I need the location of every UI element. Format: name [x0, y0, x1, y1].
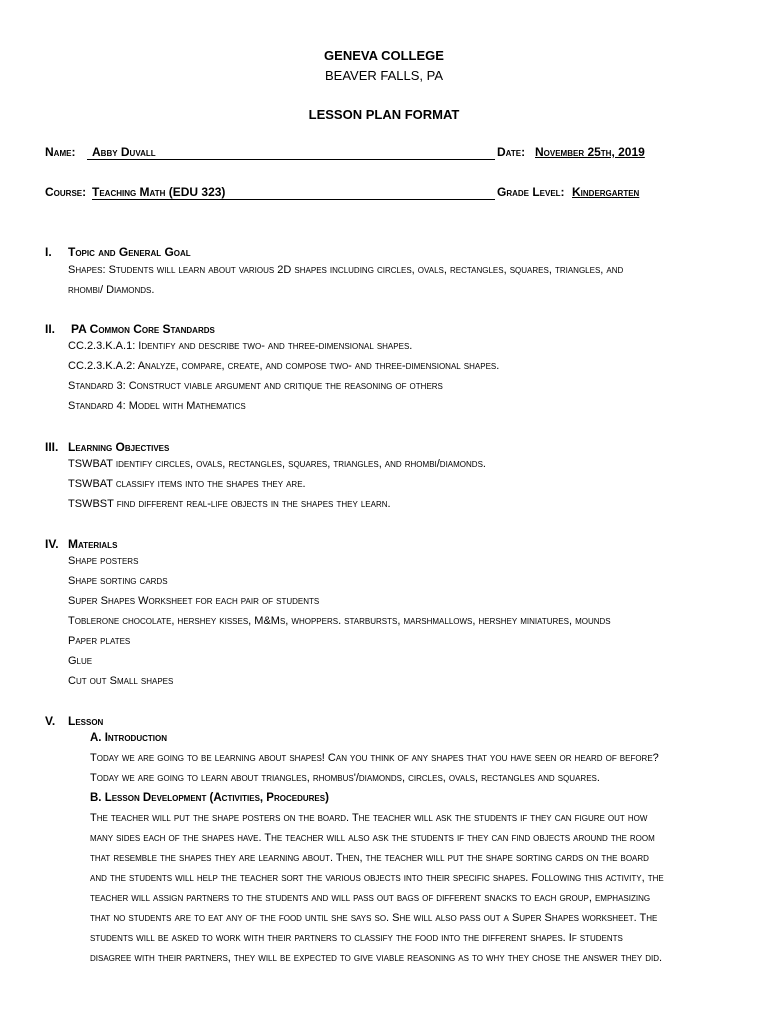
section-2-line: CC.2.3.K.A.2: Analyze, compare, create, and compose two- and three-dimensional shapes.	[68, 360, 500, 372]
section-4-title: Materials	[68, 537, 118, 551]
material-item: Toblerone chocolate, hershey kisses, M&Ms, whoppers. starbursts, marshmallows, hershey miniatures, mounds	[68, 615, 611, 627]
document-title: LESSON PLAN FORMAT	[308, 107, 460, 122]
college-location: BEAVER FALLS, PA	[324, 68, 443, 83]
course-label: Course:	[45, 185, 87, 199]
section-4-number: IV.	[45, 537, 59, 551]
introduction-heading: A. Introduction	[90, 732, 167, 744]
material-item: Super Shapes Worksheet for each pair of students	[68, 595, 320, 607]
lesson-development-line: students will be asked to work with their partners to classify the food into the different shapes. If students	[90, 932, 623, 944]
name-label: Name:	[45, 145, 76, 159]
section-5-number: V.	[45, 714, 56, 728]
section-3-line: TSWBAT classify items into the shapes they are.	[68, 478, 306, 490]
lesson-development-line: teacher will assign partners to the students and will pass out bags of different snacks to each group, emphasizing	[90, 892, 651, 904]
grade-value: Kindergarten	[572, 185, 640, 199]
section-5-title: Lesson	[68, 714, 104, 728]
lesson-development-line: that no students are to eat any of the food until she says so. She will also pass out a Super Shapes worksheet. The	[90, 912, 658, 924]
section-3-line: TSWBAT identify circles, ovals, rectangles, squares, triangles, and rhombi/diamonds.	[68, 458, 486, 470]
section-3-line: TSWBST find different real-life objects in the shapes they learn.	[68, 498, 391, 510]
name-value: Abby Duvall	[92, 145, 156, 159]
grade-label: Grade Level:	[497, 185, 565, 199]
material-item: Glue	[68, 655, 93, 667]
section-1-title: Topic and General Goal	[68, 245, 191, 259]
section-2-line: CC.2.3.K.A.1: Identify and describe two- and three-dimensional shapes.	[68, 340, 413, 352]
material-item: Cut out Small shapes	[68, 675, 174, 687]
lesson-development-line: that resemble the shapes they are learning about. Then, the teacher will put the shape sorting cards on the board	[90, 852, 649, 864]
section-1-line: Shapes: Students will learn about various 2D shapes including circles, ovals, rectangles, squares, triangles, and	[68, 264, 624, 276]
lesson-development-heading: B. Lesson Development (Activities, Procedures)	[90, 792, 329, 804]
section-3-number: III.	[45, 440, 59, 454]
introduction-line: Today we are going to be learning about shapes! Can you think of any shapes that you have seen or heard of before?	[90, 752, 659, 764]
date-value: November 25th, 2019	[535, 145, 645, 159]
material-item: Shape sorting cards	[68, 575, 168, 587]
material-item: Shape posters	[68, 555, 139, 567]
lesson-development-line: and the students will help the teacher sort the various objects into their specific shapes. Following this activity, the	[90, 872, 664, 884]
lesson-development-line: many sides each of the shapes have. The teacher will also ask the students if they can find objects around the room	[90, 832, 655, 844]
section-2-line: Standard 4: Model with Mathematics	[68, 400, 246, 412]
section-2-number: II.	[45, 322, 56, 336]
section-2-title: PA Common Core Standards	[71, 322, 215, 336]
section-1-number: I.	[45, 245, 52, 259]
section-2-line: Standard 3: Construct viable argument and critique the reasoning of others	[68, 380, 443, 392]
lesson-development-line: disagree with their partners, they will be expected to give viable reasoning as to why they chose the answer they did.	[90, 952, 663, 964]
college-name: GENEVA COLLEGE	[324, 48, 444, 63]
section-1-line: rhombi/ Diamonds.	[68, 284, 155, 296]
date-label: Date:	[497, 145, 526, 159]
lesson-development-line: The teacher will put the shape posters on the board. The teacher will ask the students if they can figure out how	[90, 812, 648, 824]
section-3-title: Learning Objectives	[68, 440, 170, 454]
material-item: Paper plates	[68, 635, 131, 647]
course-value: Teaching Math (EDU 323)	[92, 185, 226, 199]
introduction-line: Today we are going to learn about triangles, rhombus'/diamonds, circles, ovals, rectangles and squares.	[90, 772, 600, 784]
